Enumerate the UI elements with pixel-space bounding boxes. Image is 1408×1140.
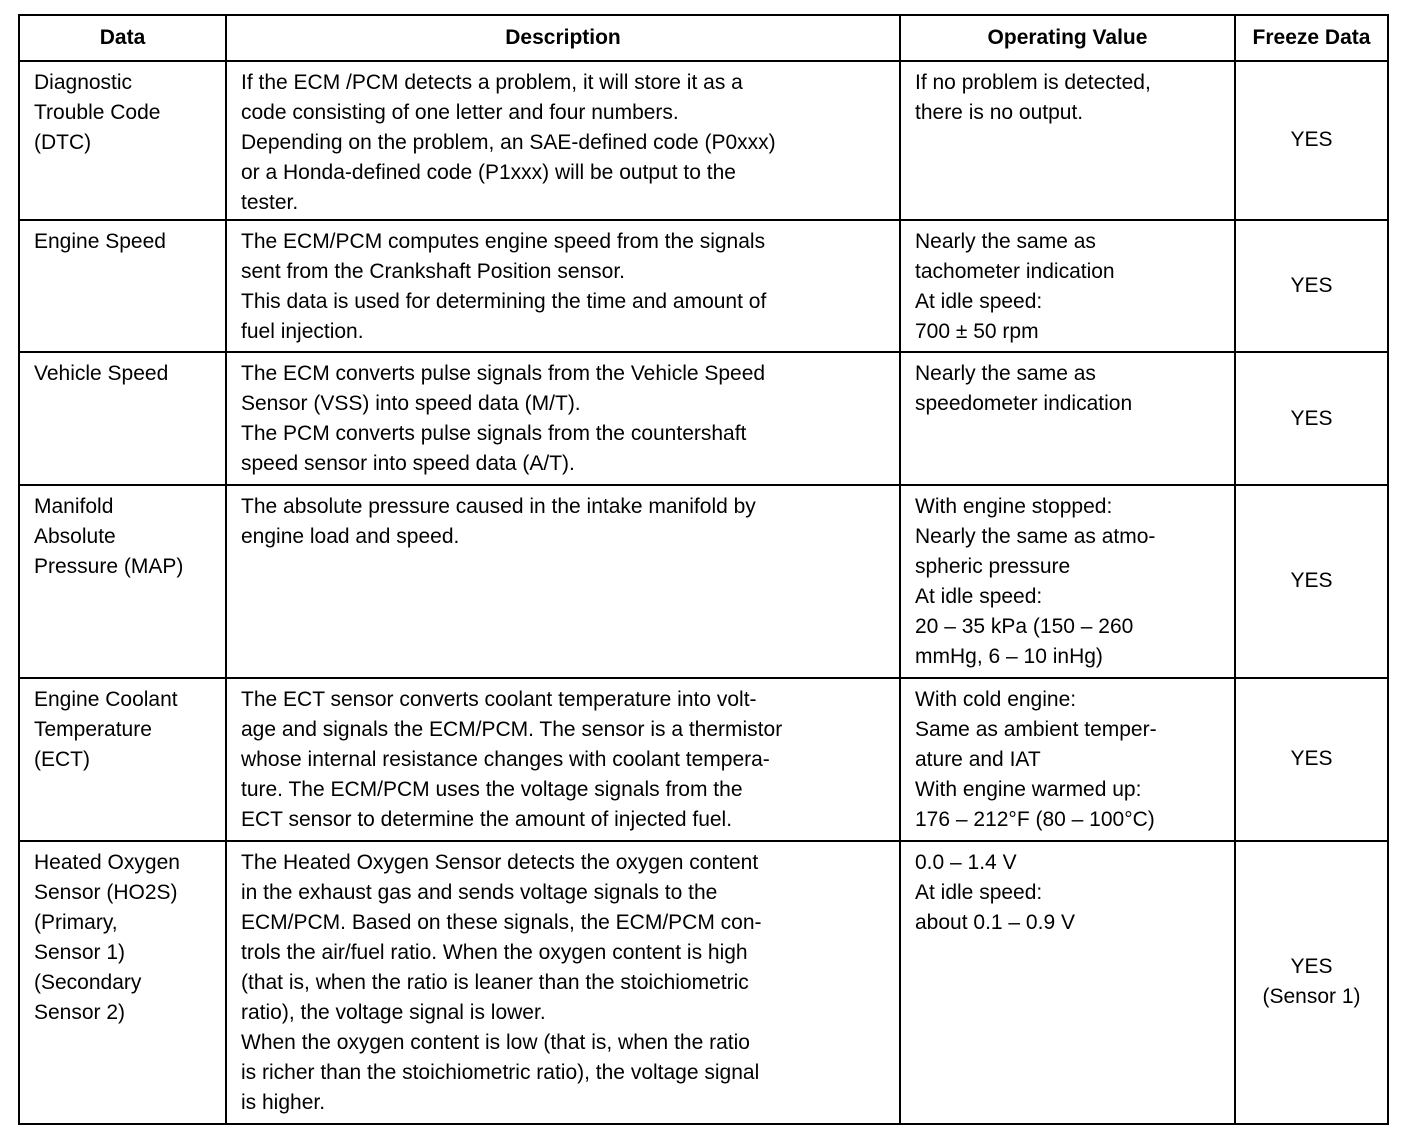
freeze-data-line: YES [1290, 274, 1333, 298]
description-line: sent from the Crankshaft Position sensor. [241, 259, 626, 283]
operating-value-line: speedometer indication [915, 392, 1133, 416]
data-cell [19, 352, 226, 485]
table-row [19, 352, 1388, 485]
data-table [18, 14, 1389, 1125]
freeze-data-cell [1235, 841, 1388, 1124]
operating-value-cell [900, 841, 1235, 1124]
data-line: (ECT) [34, 747, 90, 771]
description-line: The ECT sensor converts coolant temperature into volt- [241, 687, 757, 711]
operating-value-line: With engine stopped: [915, 494, 1113, 518]
data-line: Sensor 1) [34, 940, 126, 964]
description-line: ratio), the voltage signal is lower. [241, 1000, 546, 1024]
freeze-data-line: YES [1290, 406, 1333, 430]
operating-value-cell [900, 352, 1235, 485]
table-row [19, 61, 1388, 220]
description-cell [226, 485, 900, 678]
operating-value-line: tachometer indication [915, 259, 1115, 283]
data-cell [19, 220, 226, 353]
description-line: engine load and speed. [241, 524, 460, 548]
header-data: Data [19, 15, 226, 61]
data-line: Heated Oxygen [34, 850, 180, 874]
freeze-data-cell [1235, 220, 1388, 353]
description-line: ECT sensor to determine the amount of injected fuel. [241, 807, 733, 831]
freeze-data-line: YES [1290, 569, 1333, 593]
data-line: Vehicle Speed [34, 362, 169, 386]
description-line: Sensor (VSS) into speed data (M/T). [241, 392, 581, 416]
description-line: or a Honda-defined code (P1xxx) will be output to the [241, 161, 736, 184]
description-line: This data is used for determining the time and amount of [241, 289, 767, 313]
data-line: Diagnostic [34, 71, 133, 94]
operating-value-cell [900, 485, 1235, 678]
description-line: The absolute pressure caused in the intake manifold by [241, 494, 756, 518]
table-row [19, 485, 1388, 678]
table-body [19, 61, 1388, 1124]
data-cell [19, 61, 226, 220]
operating-value-line: With engine warmed up: [915, 777, 1142, 801]
description-line: code consisting of one letter and four numbers. [241, 101, 679, 124]
description-line: age and signals the ECM/PCM. The sensor is a thermistor [241, 717, 783, 741]
operating-value-line: 20 – 35 kPa (150 – 260 [915, 614, 1134, 638]
data-line: Pressure (MAP) [34, 554, 184, 578]
data-cell [19, 485, 226, 678]
description-line: When the oxygen content is low (that is, when the ratio [241, 1030, 750, 1054]
data-line: Engine Coolant [34, 687, 178, 711]
operating-value-line: Nearly the same as [915, 362, 1096, 386]
description-line: in the exhaust gas and sends voltage signals to the [241, 880, 718, 904]
description-cell [226, 352, 900, 485]
description-line: Depending on the problem, an SAE-defined code (P0xxx) [241, 131, 776, 154]
description-line: ture. The ECM/PCM uses the voltage signals from the [241, 777, 743, 801]
description-line: If the ECM /PCM detects a problem, it will store it as a [241, 71, 743, 94]
freeze-data-cell [1235, 678, 1388, 841]
operating-value-line: If no problem is detected, [915, 71, 1151, 94]
operating-value-line: 0.0 – 1.4 V [915, 850, 1017, 874]
description-cell [226, 220, 900, 353]
description-line: tester. [241, 191, 299, 214]
operating-value-line: 176 – 212°F (80 – 100°C) [915, 807, 1155, 831]
freeze-data-line: YES [1290, 128, 1333, 152]
description-line: The ECM converts pulse signals from the Vehicle Speed [241, 362, 766, 386]
data-line: Engine Speed [34, 229, 166, 253]
description-line: The Heated Oxygen Sensor detects the oxygen content [241, 850, 759, 874]
data-line: Sensor (HO2S) [34, 880, 178, 904]
operating-value-cell [900, 678, 1235, 841]
data-line: Absolute [34, 524, 116, 548]
description-line: fuel injection. [241, 319, 364, 343]
operating-value-line: spheric pressure [915, 554, 1071, 578]
description-line: (that is, when the ratio is leaner than the stoichiometric [241, 970, 749, 994]
freeze-data-line: YES [1290, 747, 1333, 771]
description-cell [226, 61, 900, 220]
header-operating-value: Operating Value [900, 15, 1235, 61]
freeze-data-cell [1235, 485, 1388, 678]
header-row [19, 15, 1388, 61]
description-line: trols the air/fuel ratio. When the oxygen content is high [241, 940, 748, 964]
data-line: Sensor 2) [34, 1000, 126, 1024]
operating-value-line: ature and IAT [915, 747, 1041, 771]
operating-value-line: At idle speed: [915, 584, 1043, 608]
description-line: speed sensor into speed data (A/T). [241, 452, 575, 476]
data-line: (Primary, [34, 910, 118, 934]
freeze-data-line: (Sensor 1) [1262, 985, 1361, 1009]
freeze-data-cell [1235, 61, 1388, 220]
operating-value-line: Nearly the same as [915, 229, 1096, 253]
operating-value-line: about 0.1 – 0.9 V [915, 910, 1075, 934]
header-description: Description [226, 15, 900, 61]
operating-value-line: With cold engine: [915, 687, 1077, 711]
operating-value-cell [900, 220, 1235, 353]
description-line: The ECM/PCM computes engine speed from the signals [241, 229, 766, 253]
table-row [19, 678, 1388, 841]
table-row [19, 841, 1388, 1124]
data-line: Temperature [34, 717, 152, 741]
data-line: Manifold [34, 494, 114, 518]
header-freeze-data: Freeze Data [1235, 15, 1388, 61]
data-line: Trouble Code [34, 101, 161, 124]
operating-value-line: At idle speed: [915, 289, 1043, 313]
freeze-data-cell [1235, 352, 1388, 485]
description-line: is richer than the stoichiometric ratio), the voltage signal [241, 1060, 760, 1084]
freeze-data-line: YES [1290, 955, 1333, 979]
operating-value-line: there is no output. [915, 101, 1084, 124]
description-line: The PCM converts pulse signals from the countershaft [241, 422, 747, 446]
description-cell [226, 678, 900, 841]
data-line: (DTC) [34, 131, 92, 154]
operating-value-line: mmHg, 6 – 10 inHg) [915, 644, 1103, 668]
data-cell [19, 678, 226, 841]
description-line: is higher. [241, 1090, 326, 1114]
description-line: whose internal resistance changes with coolant tempera- [241, 747, 770, 771]
operating-value-line: Same as ambient temper- [915, 717, 1157, 741]
table-row [19, 220, 1388, 353]
data-line: (Secondary [34, 970, 142, 994]
operating-value-cell [900, 61, 1235, 220]
operating-value-line: At idle speed: [915, 880, 1043, 904]
operating-value-line: 700 ± 50 rpm [915, 319, 1039, 343]
description-line: ECM/PCM. Based on these signals, the ECM/PCM con- [241, 910, 762, 934]
operating-value-line: Nearly the same as atmo- [915, 524, 1156, 548]
data-cell [19, 841, 226, 1124]
description-cell [226, 841, 900, 1124]
